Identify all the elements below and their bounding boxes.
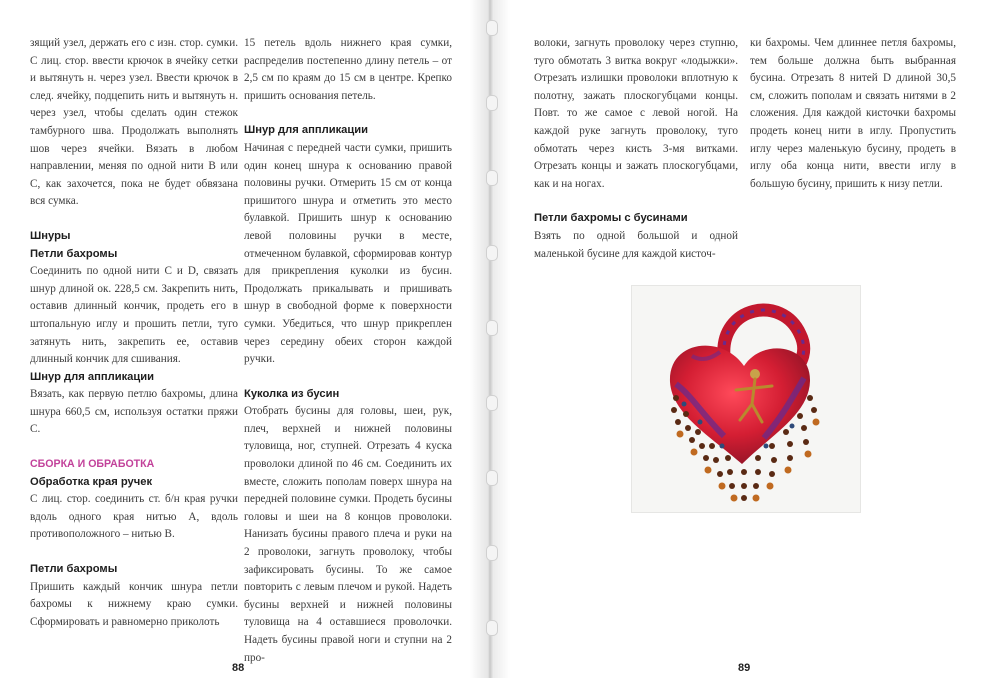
binding-hole <box>486 620 498 636</box>
left-column-1 <box>30 35 238 631</box>
binding-hole <box>486 545 498 561</box>
paragraph: Вязать, как первую петлю бахромы, длина шнура 660,5 см, используя остатки пряжи C. <box>30 388 238 436</box>
binding-hole <box>486 395 498 411</box>
paragraph: Начиная с передней части сумки, пришить один конец шнура к основанию правой половины ручки. Отмерить 15 см от конца пришитого шнура и отметить это место булавкой. Пришить шнур к основанию левой половины ручки в месте, отмеченном булавкой, сформировав контур для прикрепления куколки из бусин. Продолжать прикалывать и пришивать шнур в свободной форме к поверхности сумки. Убедиться, что шнур прикреплен через середину обеих сторон каждой ручки. <box>244 141 452 366</box>
subheading-applique-cord: Шнур для аппликации <box>244 124 369 137</box>
binding-hole <box>486 170 498 186</box>
binding-hole <box>486 470 498 486</box>
binding-hole <box>486 320 498 336</box>
paragraph: 15 петель вдоль нижнего края сумки, распределив постепенно длину петель – от 2,5 см по краям до 15 см в центре. Крепко пришить основания петель. <box>244 37 452 102</box>
paragraph: С лиц. стор. соединить ст. б/н края ручки вдоль одного края нитью A, вдоль противоположного – нитью B. <box>30 493 238 541</box>
binding-hole <box>486 20 498 36</box>
subheading-fringe-loops: Петли бахромы <box>30 247 118 260</box>
bag-photo <box>631 285 861 513</box>
subheading-handle-finish: Обработка края ручек <box>30 475 153 488</box>
binding-hole <box>486 95 498 111</box>
right-column-2 <box>750 35 956 193</box>
paragraph: Пришить каждый кончик шнура петли бахромы к нижнему краю сумки. Сформировать и равномерно приколоть <box>30 580 238 628</box>
subheading-fringe-beads: Петли бахромы с бусинами <box>534 212 688 225</box>
paragraph: Взять по одной большой и одной маленькой бусине для каждой кисточ- <box>534 229 738 260</box>
page-number: 89 <box>738 662 751 674</box>
left-column-2 <box>244 35 452 667</box>
heading-cords: Шнуры <box>30 229 71 242</box>
binding-hole <box>486 245 498 261</box>
subheading-bead-doll: Куколка из бусин <box>244 387 340 400</box>
subheading-fringe-loops: Петли бахромы <box>30 563 118 576</box>
page-number: 88 <box>232 662 245 674</box>
heart-bag-illustration <box>632 286 860 512</box>
section-heading-assembly: СБОРКА И ОБРАБОТКА <box>30 458 155 471</box>
paragraph: волоки, загнуть проволоку через ступню, туго обмотать 3 витка вокруг «лодыжки». Отрезать излишки проволоки вплотную к полотну, зажать плоскогубцами концы. Повт. то же самое с левой ногой. На каждой руке загнуть проволоку, туго обмотать через кисть 3-мя витками. Отрезать концы и зажать плоскогубцами, как и на ногах. <box>534 37 738 190</box>
paragraph: ки бахромы. Чем длиннее петля бахромы, тем больше должна быть выбранная бусина. Отрезать 8 нитей D длиной 30,5 см, сложить пополам и связать нитями в 2 сложения. Для каждой кисточки бахромы продеть конец нити в иглу. Пропустить иглу через маленькую бусину, продеть в иглу оба конца нити, ввести иглу в большую бусину, пришить к низу петли. <box>750 37 956 190</box>
paragraph: Соединить по одной нити C и D, связать шнур длиной ок. 228,5 см. Закрепить нить, оставив длинный кончик, продеть его в штопальную иглу и прошить петли, туго затянуть нить, закрепить ее, оставив длинный кончик для сшивания. <box>30 265 238 366</box>
right-column-1 <box>534 35 738 263</box>
subheading-applique-cord: Шнур для аппликации <box>30 370 155 383</box>
paragraph: Отобрать бусины для головы, шеи, рук, плеч, верхней и нижней половины туловища, ног, ступней. Отрезать 4 куска проволоки длиной по 46 см. Соединить их вместе, сложить пополам поверх шнура на передней половине сумки. Продеть бусины головы и шеи на 8 концов проволоки. Нанизать бусины правого плеча и руки на 2 проволоки, загнуть проволоку, чтобы зафиксировать бусины. То же самое повторить с левым плечом и рукой. Надеть бусины верхней и нижней половины туловища на 4 оставшиеся проволочки. Надеть бусины правой ноги и ступни на 2 про- <box>244 405 452 664</box>
paragraph: зящий узел, держать его с изн. стор. сумки. С лиц. стор. ввести крючок в ячейку сетки и вытянуть н. через узел. Ввести крючок в след. ячейку, подцепить нить и вытянуть н. через узел, чтобы сделать один стежок тамбурного шва. Продолжать выполнять шов через ячейки. Вязать в любом направлении, меняя по одной нити B или C, как захочется, пока не будет обвязана вся сумка. <box>30 37 238 208</box>
